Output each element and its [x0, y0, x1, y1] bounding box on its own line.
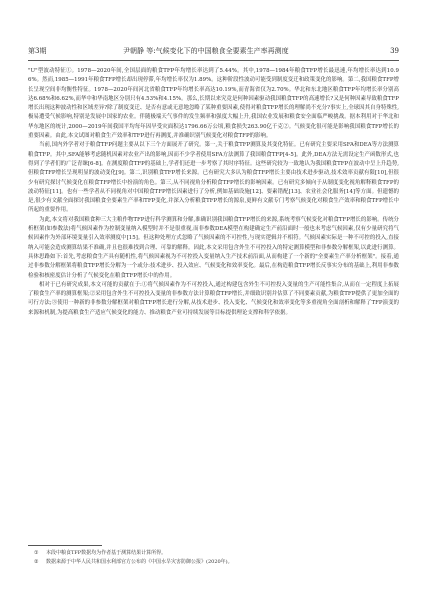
footnote-rule	[28, 545, 102, 546]
footnote-text: 本段中粮食TFP数据均为作者基于测算结果计算所得。	[46, 550, 167, 556]
running-header	[28, 44, 399, 58]
article-running-title: 尹朝静 等:气候变化下的中国粮食全要素生产率再测度	[123, 47, 289, 55]
body-paragraph: 当前,国内外学者对于粮食TFP问题主要从以下三个方面展开了研究。第一,关于粮食TFP测算及其变化特征。已有研究主要采用SFA和DEA等方法测算粮食TFP。其中,SFA能够考虑随机因素对农业产出的影响,因而不少学者使用SFA方法测算了我国粮食TFP[4-5]。此外,DEA方法无需设定生产函数形式,也得到了学者们的广泛青睐[6-8]。在测度粮食TFP的基础上,学者们还进一步考察了其时序特征。这些研究较为一致地认为我国粮食TFP在波动中呈上升趋势,但粮食TFP增长呈现明显的波动变化[9]。第二,识别粮食TFP增长来源。已有研究大多认为粮食TFP增长主要由技术进步驱动,技术效率贡献有限[10],但很少有研究探讨气候变化在粮食TFP增长中扮演的角色。第三,从不同视角分析粮食TFP增长的影响因素。已有研究多倾向于从制度变化视角解释粮食TFP的波动特征[11]。也有一些学者从不同视角对中国粮食TFP增长因素进行了分析,例如基础设施[12]、要素错配[13]、农业社会化服务[14]等方面。但遗憾的是,很少有文献全面探讨我国粮食全要素生产率和TFP变化,并深入分析粮食TFP增长的源泉,更鲜有文献专门考察气候变化对粮食生产效率和粮食TFP增长中所起的重要作用。	[28, 142, 399, 214]
header-rule	[28, 60, 399, 61]
footnote-marker: ②	[34, 559, 39, 565]
footnote-text: 数据来源于中华人民共和国水利部官方公布的《中国水旱灾害防御公报》(2020年)。	[46, 559, 233, 565]
footnote-marker: ①	[34, 550, 39, 556]
body-paragraph: "U"型波动特征①。1978—2020年间,全国层面的粮食TFP年均增长率达到了5.44%。其中,1978—1984年粮食TFP增长最迅速,年均增长率达到10.96%。然而,1985—1991年粮食TFP增长却出现停滞,年均增长率仅为1.89%。这种阶段性波动可能受到制度变迁和政策变化的影响。第二,我国粮食TFP增长呈现空间非均衡性特征。1978—2020年间河北省粮食TFP年均增长率高达10.19%,而青海省仅为2.70%。华北和东北地区粮食TFP年均增长率分别高达6.68%和6.62%,而华中和华南地区分别只有4.53%和4.15%。那么,长期以来究竟是何种因素驱动我国粮食TFP的高速增长?又是何种因素导致粮食TFP增长出现这种波动性和区域差异?除了制度变迁、是否有意或无意地忽略了某种重要因素,使得对粮食TFP增长的理解尚不充分?事实上,全球因其自身特殊性,极易遭受气候影响,特别是发展中国家的农业。伴随极端天气事件的发生频率和强度大幅上升,我国农业发展和粮食安全面临严峻挑战。据本利用对于华北和华东地区的统计,2000—2019年间我国平均每年因旱受灾面积达1796.66万公顷,粮食损失263.90亿千克②。气候变化很可能是影响我国粮食TFP增长的重要因素。由此,本文试图对粮食生产效率和TFP进行再测度,并准确识别气候变化对粮食TFP的影响。	[28, 68, 399, 140]
body-paragraph: 为此,本文将对我国粮食种三大主粮作物TFP进行科学测算和分解,准确识别我国粮食TFP增长的来源,系统考察气候变化对粮食TFP增长的影响。传统分析框架(如参数法)将气候因素作为控制变量纳入模型时并不是很重视,而非参数DEA模型在构建确定生产前沿面时一般也未考虑气候因素,仅有少量研究将气候因素作为外部环境变量引入效率测度中[15]。但这种处理方式忽略了气候因素的不可控性,与现实逻辑并不相符。气候因素实际是一种不可控的投入,直接纳入可能会造成测算结果不准确,并且也很难找到合理、可靠的解释。因此,本文采用包含外生不可控投入的特定测算模型和非参数分解框架,以此进行测算。具体思路如下:首先,考虑粮食生产具有随机性,将气候因素视为不可控投入变量纳入生产技术前沿面,从而构建了一个新的"全要素生产率分析框架"。接着,通过非参数分解框架将粮食TFP增长分解为一个或分:技术进步、投入效应、气候变化和效率变化。最后,在构造粮食TFP增长反事实分布的基础上,利用非参数检验和核密度估计分析了气候变化在粮食TFP增长中的作用。	[28, 216, 399, 279]
footnote-item	[34, 558, 394, 567]
body-paragraph: 相对于已有研究成果,本文可能的贡献在于:①将气候因素作为不可控投入,通过构建包含外生不可控投入变量的生产可能性集合,从而在一定程度上拓展了粮食生产率的测算框架;②采用包含外生不可控投入变量的非参数方法计算粮食TFP增长,并细致识别并估算了不同要素贡献,为粮食TFP提供了更加全面的可行方法;③使用一种新的非参数分解框架对粮食TFP增长进行分解,从技术进步、投入变化、气候变化和效率变化等多重视角全面剖析和解释了TFP演变的来源和机制,为提高粮食生产适应气候变化的能力、推动粮食产业可持续发展等目标提供理论支撑和科学依据。	[28, 281, 399, 316]
footnotes	[34, 549, 394, 567]
article-body	[28, 67, 399, 318]
footnote-item	[34, 549, 394, 558]
page-number: 39	[390, 47, 399, 55]
issue-label: 第3期	[28, 47, 47, 55]
